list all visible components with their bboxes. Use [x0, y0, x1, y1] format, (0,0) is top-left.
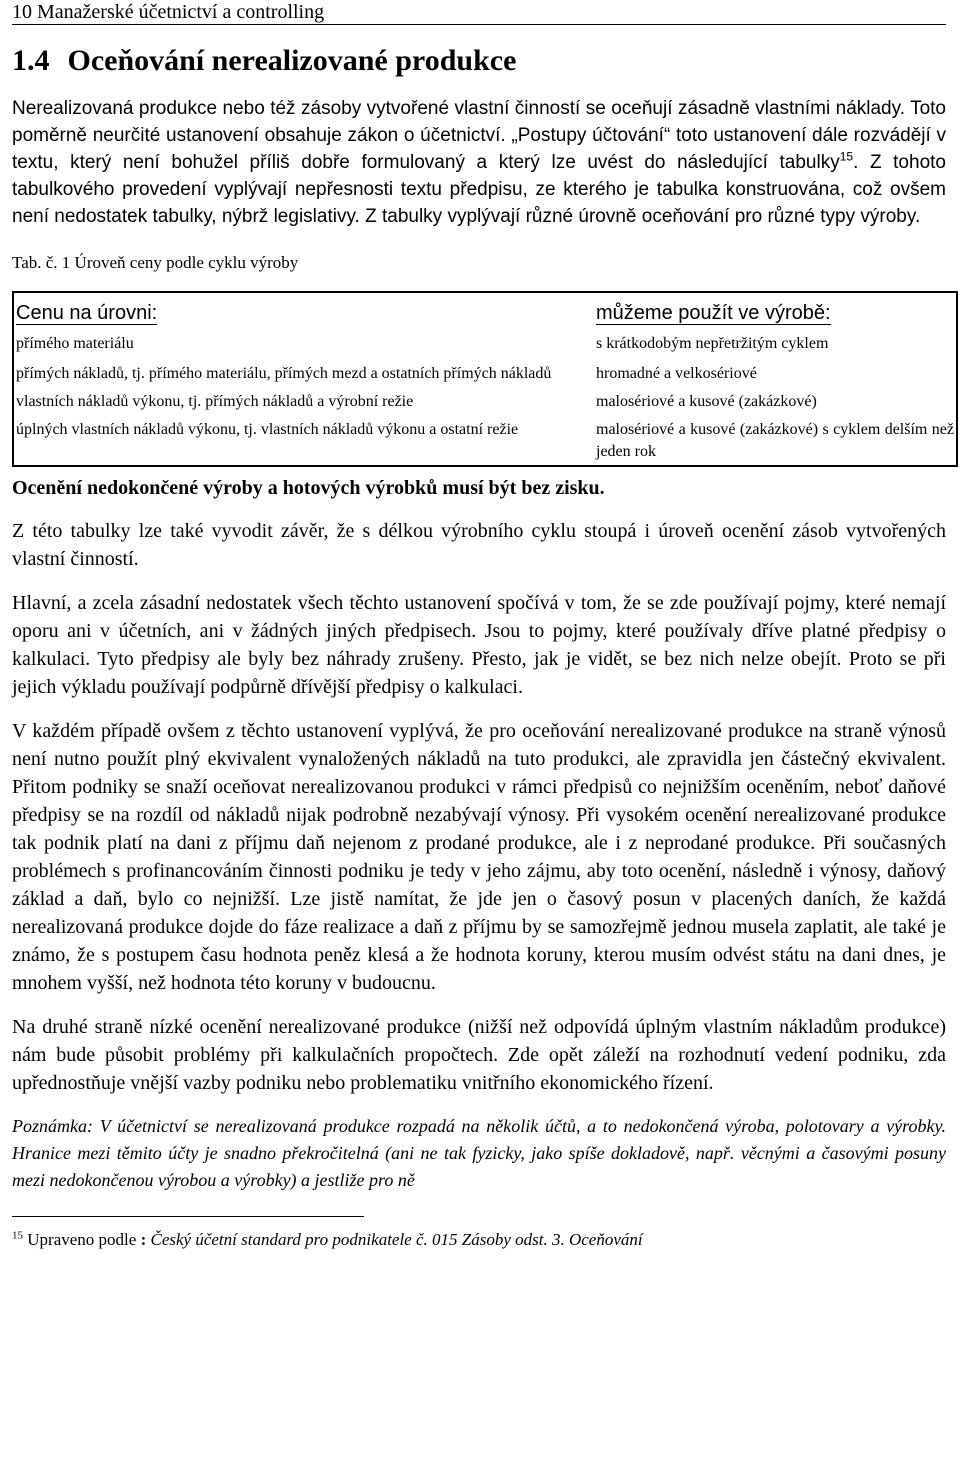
footnote-text: Český účetní standard pro podnikatele č. 015 Zásoby odst. 3. Oceňování	[150, 1230, 643, 1249]
table-row	[13, 415, 957, 466]
footnote-separator	[12, 1216, 364, 1217]
table-row	[13, 331, 957, 359]
table-header-row	[13, 292, 957, 331]
table-header-right: můžeme použít ve výrobě:	[596, 302, 831, 324]
table-cell-price-level: přímého materiálu	[16, 335, 134, 352]
section-title-text: Oceňování nerealizované produkce	[67, 44, 517, 77]
table-cell-price-level: přímých nákladů, tj. přímého materiálu, přímých mezd a ostatních přímých nákladů	[16, 365, 552, 382]
table-caption: Tab. č. 1 Úroveň ceny podle cyklu výroby	[12, 253, 299, 272]
note-paragraph: Poznámka: V účetnictví se nerealizovaná produkce rozpadá na několik účtů, a to nedokončená výroba, polotovary a výrobky. Hranice mezi těmito účty je snadno překročitelná (ani ne tak fyzicky, jako spíše dokladově, např. věcnými a časovými posuny mezi nedokončenou výrobou a výrobky) a jestliže pro ně	[12, 1116, 946, 1190]
section-number: 1.4	[12, 44, 50, 77]
footnote-lead: Upraveno podle	[27, 1230, 137, 1249]
table-cell-price-level: vlastních nákladů výkonu, tj. přímých nákladů a výrobní režie	[16, 393, 414, 410]
intro-text-part2: . Z tohoto tabulkového provedení vyplývají nepřesnosti textu předpisu, ze kterého je tabulka konstruována, což ovšem není nedostatek tabulky, nýbrž legislativy. Z tabulky vyplývají různé úrovně oceňování pro různé typy výroby.	[12, 152, 946, 227]
body-paragraph: Z této tabulky lze také vyvodit závěr, že s délkou výrobního cyklu stoupá i úroveň ocenění zásob vytvořených vlastní činností.	[12, 520, 946, 570]
running-header: 10 Manažerské účetnictví a controlling	[12, 1, 325, 23]
table-row	[13, 359, 957, 387]
body-paragraph: V každém případě ovšem z těchto ustanovení vyplývá, že pro oceňování nerealizované produkce na straně výnosů není nutno použít plný ekvivalent vynaložených nákladů na tuto produkci, ale zpravidla jen částečný ekvivalent. Přitom podniky se snaží oceňovat nerealizovanou produkci v rámci předpisů co nejnižším oceněním, neboť daňové předpisy se na rozdíl od nákladů nijak podrobně nezabývají výnosy. Při vysokém ocenění nerealizované produkce tak podnik platí na dani z příjmu daň nejenom z prodané produkce, ale i z neprodané produkce. Při současných problémech s profinancováním činnosti podniku je tedy v jeho zájmu, aby toto ocenění, následně i výnosy, daňový základ a daň, bylo co nejnižší. Lze jistě namítat, že jde jen o časový posun v placených daních, že každá nerealizovaná produkce dojde do fáze realizace a daň z příjmu by se samozřejmě jednou musela zaplatit, ale také je známo, že s postupem času hodnota peněz klesá a že hodnota koruny, kterou musím odvést státu na dani dnes, je mnohem vyšší, než hodnota této koruny v budoucnu.	[12, 720, 946, 994]
page	[12, 0, 954, 1251]
body-paragraph: Hlavní, a zcela zásadní nedostatek všech těchto ustanovení spočívá v tom, že se zde používají pojmy, které nemají oporu ani v účetních, ani v žádných jiných předpisech. Jsou to pojmy, které používaly dříve platné předpisy o kalkulaci. Tyto předpisy ale byly bez náhrady zrušeny. Přesto, jak je vidět, se bez nich nelze obejít. Proto se při jejich výkladu používají podpůrně dřívější předpisy o kalkulaci.	[12, 592, 946, 698]
bold-statement: Ocenění nedokončené výroby a hotových výrobků musí být bez zisku.	[12, 477, 605, 499]
body-paragraph: Na druhé straně nízké ocenění nerealizované produkce (nižší než odpovídá úplným vlastním nákladům produkce) nám bude působit problémy při kalkulačních propočtech. Zde opět záleží na rozhodnutí vedení podniku, zda upřednostňuje vnější vazby podniku nebo problematiku vnitřního ekonomického řízení.	[12, 1016, 946, 1094]
header-rule	[12, 24, 946, 25]
table-cell-production-type: s krátkodobým nepřetržitým cyklem	[596, 335, 829, 352]
footnote-number: 15	[12, 1229, 23, 1242]
footnote-reference[interactable]: 15	[839, 149, 854, 164]
table-header-left: Cenu na úrovni:	[16, 302, 158, 324]
table-row	[13, 387, 957, 415]
section-title	[12, 43, 946, 79]
footnote	[12, 1229, 946, 1251]
table-cell-production-type: malosériové a kusové (zakázkové)	[596, 393, 817, 410]
intro-paragraph	[12, 95, 946, 230]
footnote-label: :	[140, 1230, 147, 1249]
table-cell-production-type: malosériové a kusové (zakázkové) s cyklem delším než jeden rok	[596, 421, 954, 460]
table-cell-price-level: úplných vlastních nákladů výkonu, tj. vlastních nákladů výkonu a ostatní režie	[16, 421, 519, 438]
table-cell-production-type: hromadné a velkosériové	[596, 365, 757, 382]
intro-text-part1: Nerealizovaná produkce nebo též zásoby vytvořené vlastní činností se oceňují zásadně vlastními náklady. Toto poměrně neurčité ustanovení obsahuje zákon o účetnictví. „Postupy účtování“ toto ustanovení dále rozvádějí v textu, který není bohužel příliš dobře formulovaný a který lze uvést do následující tabulky	[12, 98, 946, 173]
price-level-table	[12, 291, 958, 467]
